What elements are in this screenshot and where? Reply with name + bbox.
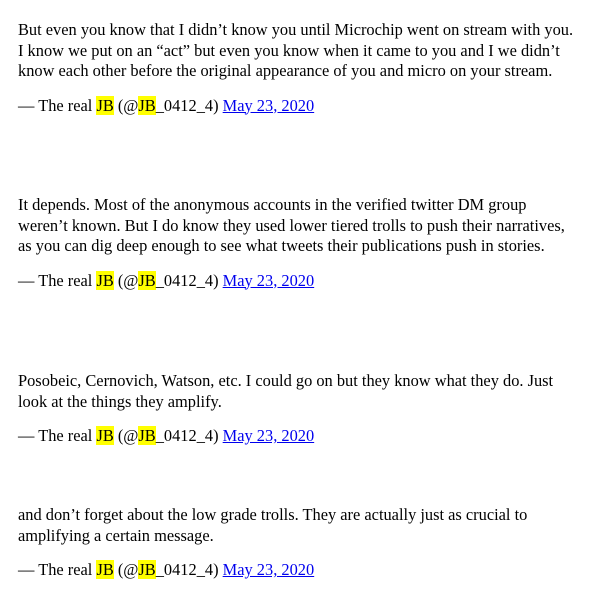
attribution-handle-end: _0412_4) [155,270,223,290]
highlighted-term: JB [138,270,156,290]
attribution-prefix: — The real [18,270,97,290]
tweet-attribution [18,96,578,116]
attribution-handle-end: _0412_4) [155,426,223,445]
tweet-text: and don’t forget about the low grade trolls. They are actually just as crucial to amplifying a certain message. [18,505,528,545]
highlighted-term: JB [138,560,156,579]
highlighted-term: JB [96,560,114,579]
tweet-text: But even you know that I didn’t know you until Microchip went on stream with you. I know we put on an “act” but even you know when it came to you and I we didn’t know each other before the original appearance of you and micro on your stream. [18,20,574,80]
attribution-handle-end: _0412_4) [155,560,223,579]
attribution-handle-start: (@ [113,560,139,579]
tweet-date-link[interactable]: May 23, 2020 [222,95,315,115]
highlighted-term: JB [138,426,156,445]
highlighted-term: JB [96,95,114,115]
tweet-date-link[interactable]: May 23, 2020 [222,270,315,290]
highlighted-term: JB [96,426,114,445]
tweet-date-link[interactable]: May 23, 2020 [222,560,315,579]
attribution-prefix: — The real [18,95,97,115]
attribution-handle-start: (@ [113,426,139,445]
tweet-2 [18,195,578,291]
attribution-prefix: — The real [18,560,97,579]
tweet-text: Posobeic, Cernovich, Watson, etc. I could go on but they know what they do. Just look at the things they amplify. [18,371,554,411]
attribution-handle-start: (@ [113,95,139,115]
tweet-4 [18,505,578,580]
attribution-handle-end: _0412_4) [155,95,223,115]
tweet-text: It depends. Most of the anonymous accounts in the verified twitter DM group weren’t known. But I do know they used lower tiered trolls to push their narratives, as you can dig deep enough to see what tweets their publications push in stories. [18,195,565,255]
tweet-attribution [18,560,578,580]
attribution-handle-start: (@ [113,270,139,290]
attribution-prefix: — The real [18,426,97,445]
tweet-1 [18,20,578,116]
highlighted-term: JB [96,270,114,290]
tweet-attribution [18,426,578,446]
tweet-attribution [18,271,578,291]
tweet-3 [18,371,578,446]
highlighted-term: JB [138,95,156,115]
tweet-date-link[interactable]: May 23, 2020 [222,426,315,445]
